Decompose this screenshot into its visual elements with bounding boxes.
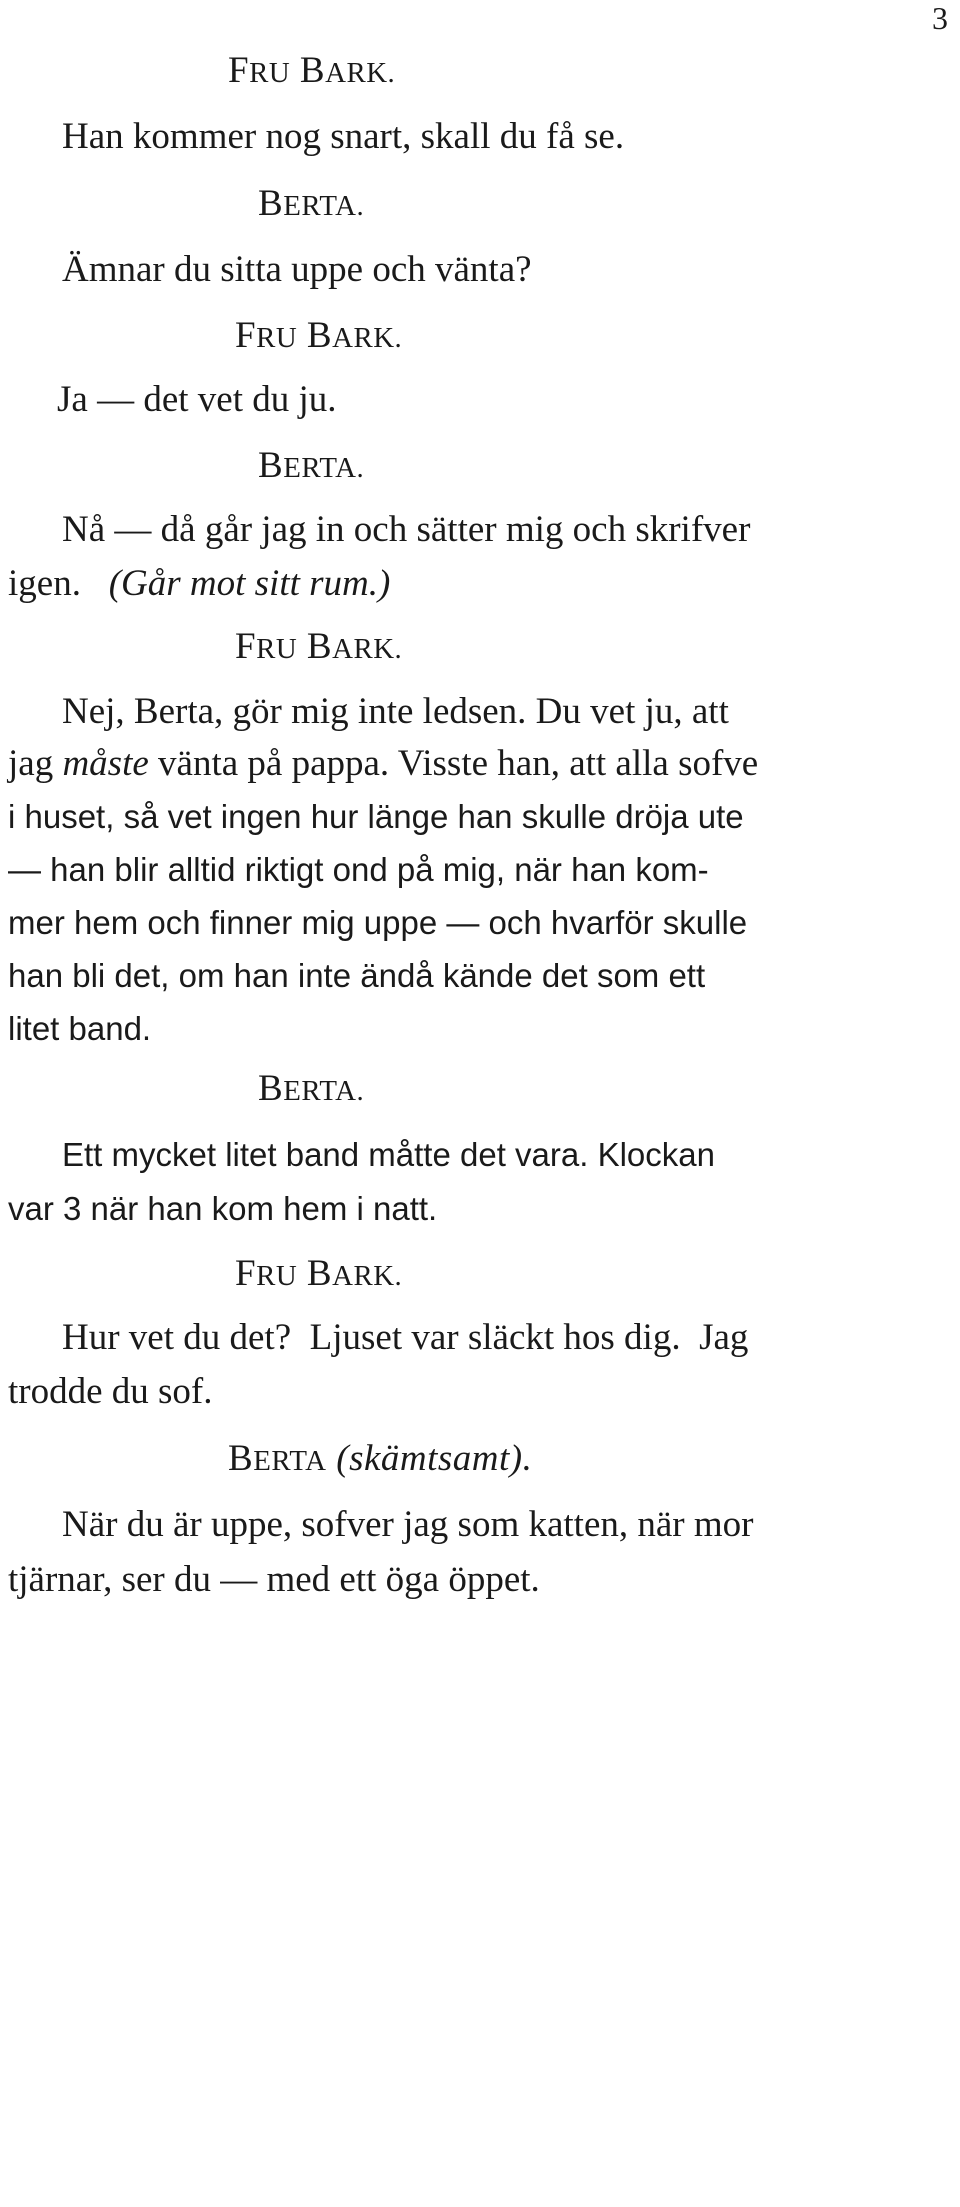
speaker-heading: FRU BARK. xyxy=(235,1253,403,1294)
dialogue-line: han bli det, om han inte ändå kände det som ett xyxy=(8,957,706,994)
speaker-heading: BERTA. xyxy=(258,1068,365,1109)
speaker-heading: FRU BARK. xyxy=(235,315,403,356)
speaker-heading: BERTA. xyxy=(258,445,365,486)
speaker-heading: FRU BARK. xyxy=(228,50,396,91)
speaker-note: (skämtsamt). xyxy=(336,1438,533,1479)
dialogue-line: Ett mycket litet band måtte det vara. Klockan xyxy=(62,1136,715,1173)
speaker-heading: BERTA (skämtsamt). xyxy=(228,1438,533,1479)
dialogue-line: trodde du sof. xyxy=(8,1371,213,1412)
dialogue-line: Ämnar du sitta uppe och vänta? xyxy=(62,249,532,290)
dialogue-line: Nej, Berta, gör mig inte ledsen. Du vet ju, att xyxy=(62,691,729,732)
dialogue-line: Ja — det vet du ju. xyxy=(57,379,337,420)
stage-direction: (Går mot sitt rum.) xyxy=(108,563,391,604)
dialogue-line: jag måste vänta på pappa. Visste han, att alla sofve xyxy=(8,743,759,784)
speaker-heading: FRU BARK. xyxy=(235,626,403,667)
dialogue-line: mer hem och finner mig uppe — och hvarför skulle xyxy=(8,904,748,941)
dialogue-line: litet band. xyxy=(8,1010,152,1047)
dialogue-line: var 3 när han kom hem i natt. xyxy=(8,1190,438,1227)
dialogue-line: i huset, så vet ingen hur länge han skulle dröja ute xyxy=(8,798,744,835)
dialogue-line: Nå — då går jag in och sätter mig och skrifver xyxy=(62,509,751,550)
page-number: 3 xyxy=(932,0,948,36)
speaker-heading: BERTA. xyxy=(258,183,365,224)
dialogue-line: igen. (Går mot sitt rum.) xyxy=(8,563,391,604)
dialogue-line: När du är uppe, sofver jag som katten, när mor xyxy=(62,1504,754,1545)
emphasis: måste xyxy=(62,743,149,784)
dialogue-line: Han kommer nog snart, skall du få se. xyxy=(62,116,625,157)
dialogue-line: — han blir alltid riktigt ond på mig, när han kom- xyxy=(8,851,709,888)
dialogue-line: tjärnar, ser du — med ett öga öppet. xyxy=(8,1559,540,1600)
dialogue-line: Hur vet du det? Ljuset var släckt hos dig. Jag xyxy=(62,1317,749,1358)
